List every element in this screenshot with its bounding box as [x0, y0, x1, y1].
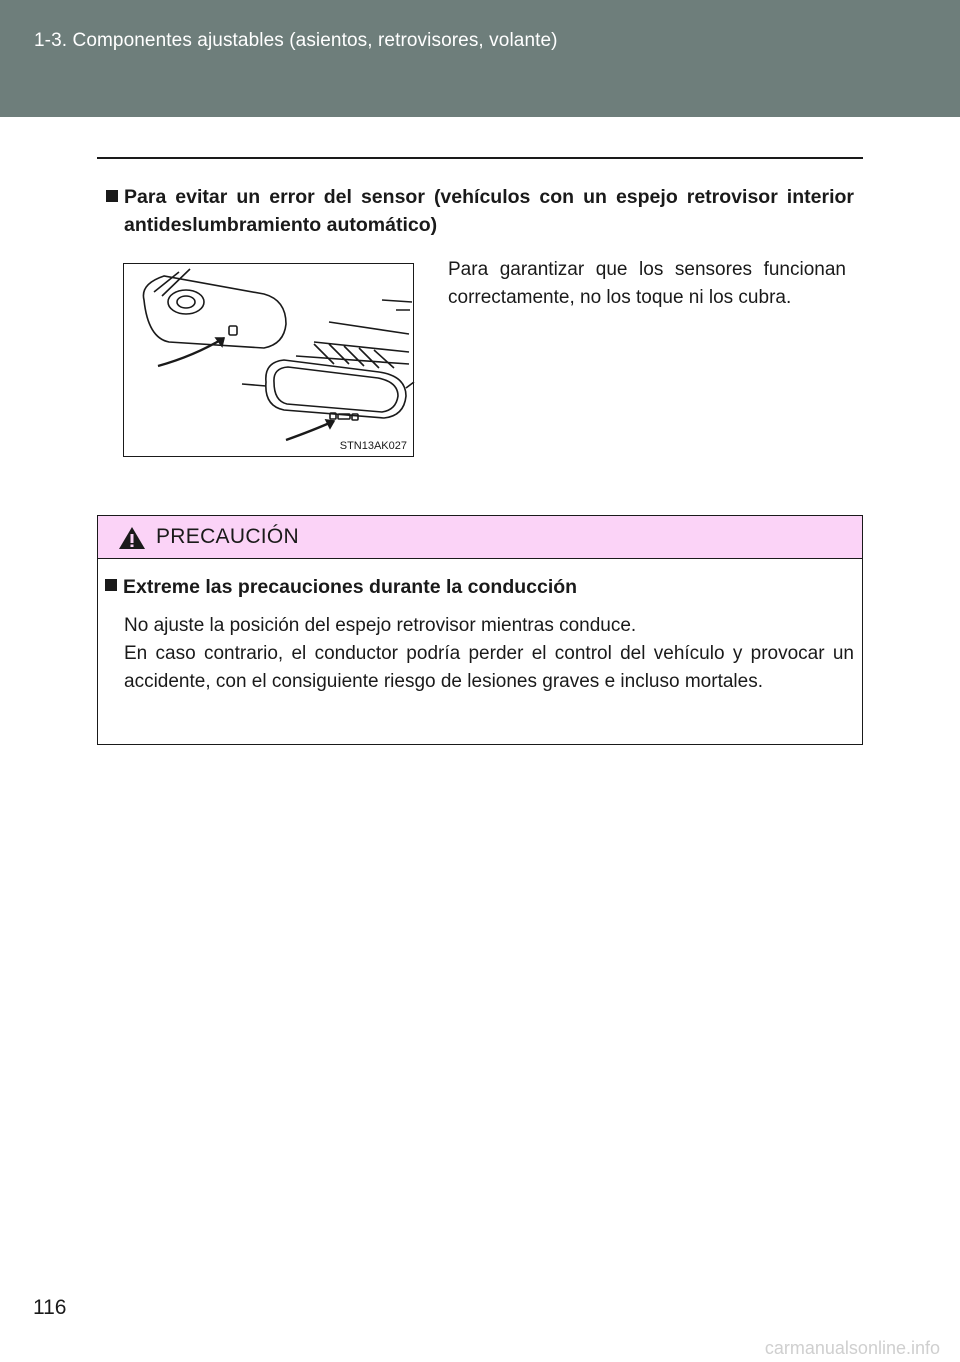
caution-paragraph: No ajuste la posición del espejo retrovisor mientras conduce. [124, 615, 637, 636]
caution-item-title-text: Extreme las precauciones durante la conducción [123, 576, 578, 598]
caution-header [98, 516, 862, 559]
caution-box [97, 515, 863, 745]
figure-code: STN13AK027 [339, 440, 407, 452]
caution-body [124, 612, 854, 696]
section-heading-text: Para evitar un error del sensor (vehículos con un espejo retrovisor interior antideslumbramiento automático) [124, 186, 854, 236]
caution-title: PRECAUCIÓN [156, 525, 300, 548]
section-divider [97, 157, 863, 159]
page-number: 116 [33, 1296, 67, 1319]
watermark: carmanualsonline.info [764, 1338, 940, 1358]
square-bullet-icon [106, 190, 118, 202]
mirror-drawing [124, 264, 415, 458]
caution-paragraph: En caso contrario, el conductor podría perder el control del vehículo y provocar un accidente, con el consiguiente riesgo de lesiones graves e incluso mortales. [124, 643, 854, 692]
mirror-illustration [123, 263, 414, 457]
warning-triangle-icon [118, 526, 146, 550]
caution-item-title [105, 576, 577, 599]
square-bullet-icon [105, 579, 117, 591]
header-band [0, 0, 960, 117]
section-heading [106, 183, 854, 239]
chapter-title: 1-3. Componentes ajustables (asientos, retrovisores, volante) [34, 30, 558, 51]
sensor-description: Para garantizar que los sensores funcionan correctamente, no los toque ni los cubra. [448, 259, 846, 308]
